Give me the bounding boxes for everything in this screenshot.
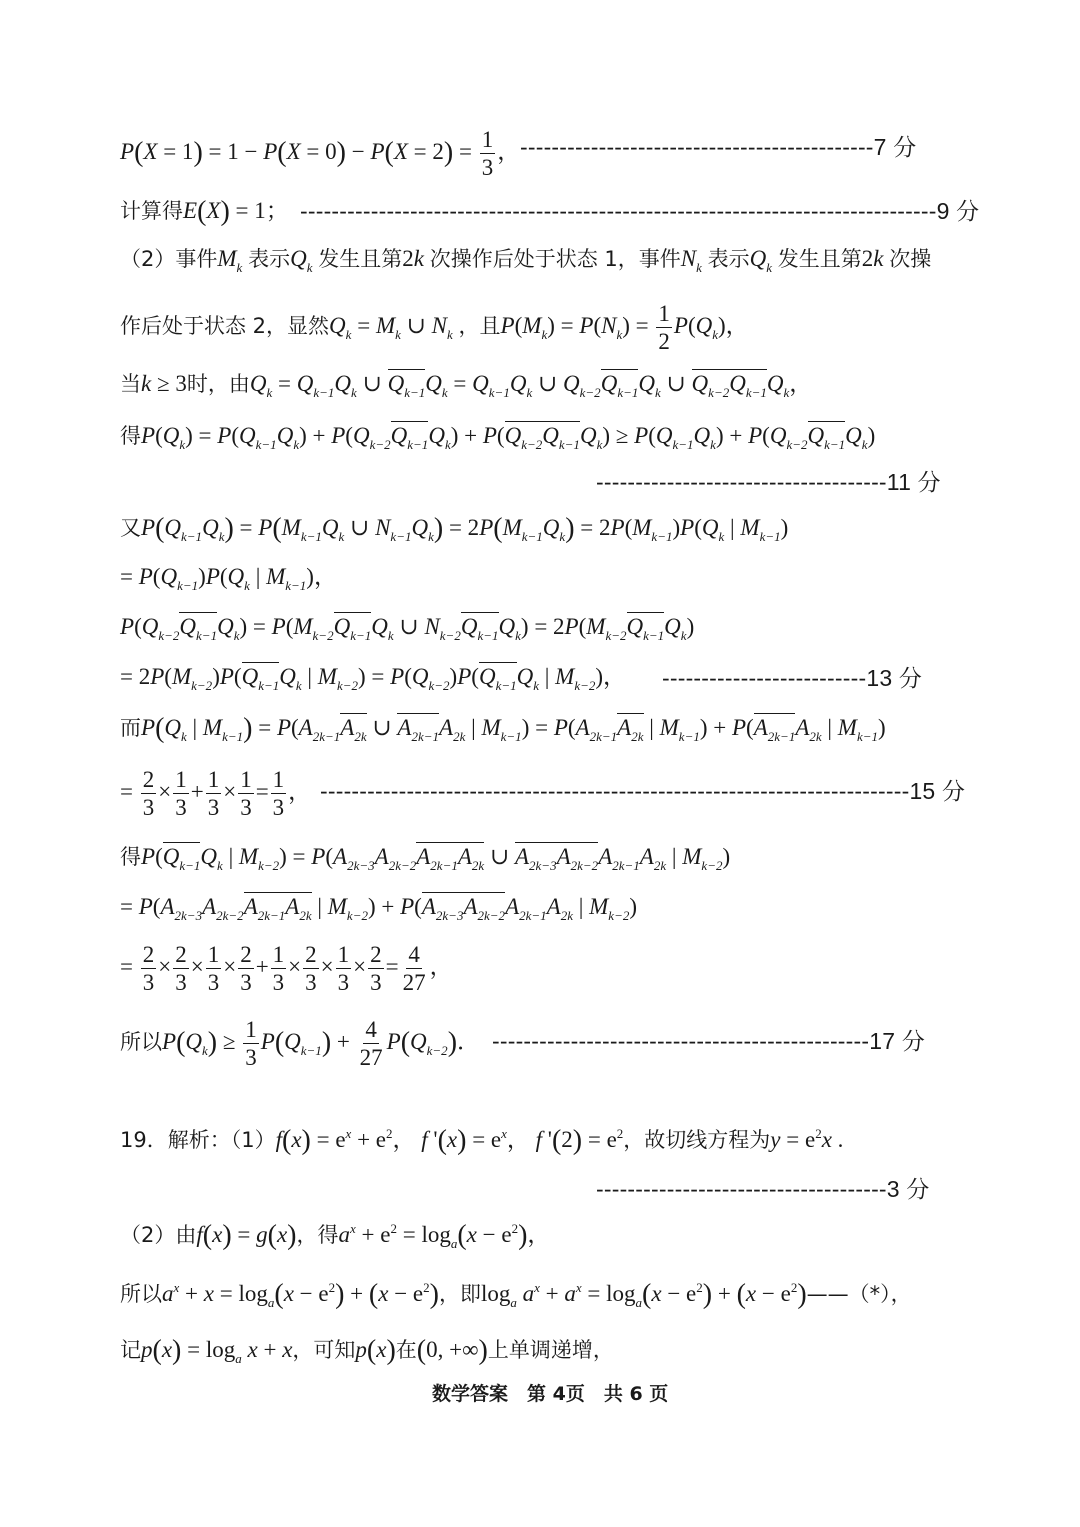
eq-prob-ineq: 得$P(Q_k) = P(Q_{k-1}Q_k) + P(Q_{k-2}Q_{k-1}Q_k) + P(Q_{k-2}Q_{k-1}Q_k) \ge P(Q_{k-1}Q_k) + P(Q_{k-2}Q_{k-1}Q_k)$ [120, 423, 876, 452]
eq-er: 而$P(Q_k$ | $M_{k-1}) = P(A_{2k-1}A_{2k}$ ∪ $A_{2k-1}A_{2k}$ | $M_{k-1}) = P(A_{2k-1}A_{2k}$ | $M_{k-1}) + P(A_{2k-1}A_{2k}$ | $M_{k-1}$) [120, 713, 886, 744]
eq-you: 又$P(Q_{k-1}Q_k) = P(M_{k-1}Q_k$ ∪ $N_{k-1}Q_k) = 2P(M_{k-1}Q_k) = 2P(M_{k-1})P(Q_k$ | $M_{k-1}$) [120, 513, 789, 544]
part2-union: 作后处于状态 2，显然$Q_k = M_k$ ∪ $N_k$ ，且$P(M_k) = P(N_k)$ = $\frac{1}{2}$ $P(Q_k)$， [120, 301, 749, 354]
score-mark-9: ---------------------------------------------------------------------------------9 分 [300, 198, 980, 224]
eq-de2-cont: = $P(A_{2k-3}A_{2k-2}A_{2k-1}A_{2k}$ | $M_{k-2}) + P(A_{2k-3}A_{2k-2}A_{2k-1}A_{2k}$ | $M_{k-2}$) [120, 894, 638, 923]
eq-pq2: $P(Q_{k-2}Q_{k-1}Q_k) = P(M_{k-2}Q_{k-1}Q_k$ ∪ $N_{k-2}Q_{k-1}Q_k) = 2P(M_{k-2}Q_{k-1}Q_k)$ [120, 614, 695, 643]
q19-transform: 所以$a^x + x = \log_a(x - e^2) + (x - e^2)$，即$\log_a a^x + a^x = \log_a(x - e^2) + (x$ − $e^2)——(*)$， [120, 1279, 912, 1310]
q19-monotone: 记$p(x) = \log_a x + x$，可知p(x)在(0, +∞)上单调递增， [120, 1335, 614, 1366]
score-mark-7: ---------------------------------------------7 分 [520, 134, 917, 160]
eq-ex: 计算得E(X) = 1； [120, 196, 289, 227]
eq-you-cont: = $P(Q_{k-1})P(Q_k$ | $M_{k-1}$)， [120, 564, 337, 593]
label-calc: 计算得 [120, 199, 183, 223]
eq-fraction-1: = $\frac{2}{3}$ × $\frac{1}{3}$ + $\frac{1}{3}$ × $\frac{1}{3}$ = $\frac{1}{3}$ ， [120, 767, 312, 820]
eq-decomp: 当k ≥ 3时，由$Q_k = Q_{k-1}Q_k$ ∪ $Q_{k-1}Q_k = Q_{k-1}Q_k$ ∪ $Q_{k-2}Q_{k-1}Q_k$ ∪ $Q_{k-2}Q_{k-1}Q_k$， [120, 371, 813, 400]
score-mark-17: ------------------------------------------------17 分 [492, 1028, 926, 1054]
eq-pq2-cont: = $2P(M_{k-2})P(Q_{k-1}Q_k$ | $M_{k-2}) = P(Q_{k-2})P(Q_{k-1}Q_k$ | $M_{k-2}$)， [120, 664, 627, 693]
q19-part2: （2）由f(x) = g(x)，得$a^x + e^2 = \log_a(x - e^2)$， [120, 1220, 551, 1251]
score-mark-3: -------------------------------------3 分 [596, 1176, 930, 1202]
page-footer: 数学答案 第 4页 共 6 页 [432, 1383, 669, 1405]
part2-definition: （2）事件$M_k$ 表示$Q_k$ 发生且第2k 次操作后处于状态 1，事件$N_k$ 表示$Q_k$ 发生且第2k 次操 [120, 246, 932, 275]
eq-fraction-2: = $\frac{2}{3}$ × $\frac{2}{3}$ × $\frac{1}{3}$ × $\frac{2}{3}$ + $\frac{1}{3}$ × $\frac{2}{3}$ × $\frac{1}{3}$ × $\frac{2}{3}$ = $\frac{4}{27}$ ， [120, 942, 453, 995]
eq-de2: 得$P(Q_{k-1}Q_k$ | $M_{k-2}) = P(A_{2k-3}A_{2k-2}A_{2k-1}A_{2k}$ ∪ $A_{2k-3}A_{2k-2}A_{2k-1}A_{2k}$ | $M_{k-2}$) [120, 844, 731, 873]
eq-conclusion: 所以$P(Q_k)$ ≥ $\frac{1}{3}$ $P(Q_{k-1})$ + $\frac{4}{27}$ $P(Q_{k-2})$． [120, 1017, 481, 1070]
q19-part1: 19．解析：$(1)f(x) = e^x + e^2$， f '$(x) = e^x$， f '$(2) = e^2$，故切线方程为$y = e^2x$ . [120, 1125, 844, 1156]
eq-px1: P(X = 1) = 1 − P(X = 0) − P(X = 2) = $\frac{1}{3}$ ， [120, 127, 521, 180]
score-mark-15: ---------------------------------------------------------------------------15 分 [320, 778, 966, 804]
score-mark-13: --------------------------13 分 [662, 665, 923, 691]
score-mark-11: -------------------------------------11 分 [596, 469, 941, 495]
